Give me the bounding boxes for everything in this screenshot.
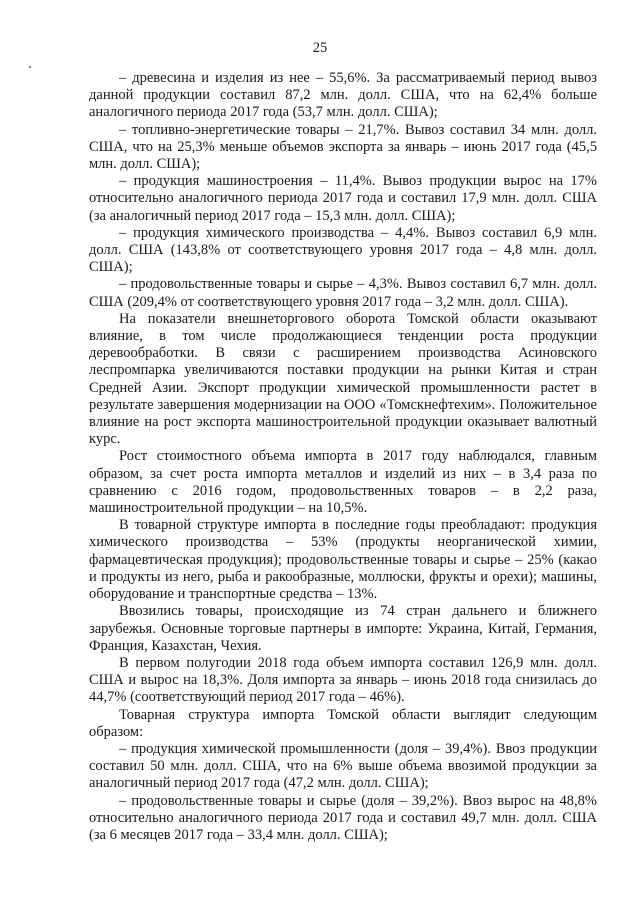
paragraph-import-h1-2018: В первом полугодии 2018 года объем импорта составил 126,9 млн. долл. США и вырос на 18,3%. Доля импорта за январь – июнь 2018 года снизилась до 44,7% (соответствующий период 2017 года – 46%). [89,654,597,706]
paragraph-fuel-export: – топливно-энергетические товары – 21,7%. Вывоз составил 34 млн. долл. США, что на 25,3% меньше объемов экспорта за январь – июнь 2017 года (45,5 млн. долл. США); [89,121,597,173]
paragraph-wood-export: – древесина и изделия из нее – 55,6%. За рассматриваемый период вывоз данной продукции составил 87,2 млн. долл. США, что на 62,4% больше аналогичного периода 2017 года (53,7 млн. долл. США); [89,70,597,121]
paragraph-import-structure: В товарной структуре импорта в последние годы преобладают: продукция химического производства – 53% (продукты неорганической химии, фармацевтическая продукция); продовольственные товары и сырье – 25% (какао и продукты из него, рыба и ракообразные, моллюски, фрукты и орехи); машины, оборудование и транспортные средства – 13%. [89,517,597,603]
paragraph-import-structure-intro: Товарная структура импорта Томской области выглядит следующим образом: [89,706,597,740]
paragraph-machinery-export: – продукция машиностроения – 11,4%. Вывоз продукции вырос на 17% относительно аналогичного периода 2017 года и составил 17,9 млн. долл. США (за аналогичный период 2017 года – 15,3 млн. долл. США); [89,173,597,224]
document-body [89,70,597,844]
scan-speck [29,66,31,68]
paragraph-chemical-import: – продукция химической промышленности (доля – 39,4%). Ввоз продукции составил 50 млн. долл. США, что на 6% выше объема ввозимой продукции за аналогичный период 2017 года (47,2 млн. долл. США); [89,740,597,792]
page-number: 25 [312,40,328,56]
paragraph-food-import: – продовольственные товары и сырье (доля – 39,2%). Ввоз вырос на 48,8% относительно аналогичного периода 2017 года и составил 49,7 млн. долл. США (за 6 месяцев 2017 года – 33,4 млн. долл. США); [89,792,597,843]
paragraph-food-export: – продовольственные товары и сырье – 4,3%. Вывоз составил 6,7 млн. долл. США (209,4% от соответствующего уровня 2017 года – 3,2 млн. долл. США). [89,276,597,310]
paragraph-trade-factors: На показатели внешнеторгового оборота Томской области оказывают влияние, в том числе продолжающиеся тенденции роста продукции деревообработки. В связи с расширением производства Асиновского леспромпарка увеличиваются поставки продукции на рынки Китая и стран Средней Азии. Экспорт продукции химической промышленности растет в результате завершения модернизации на ООО «Томскнефтехим». Положительное влияние на рост экспорта машиностроительной продукции оказывает валютный курс. [89,310,597,448]
paragraph-import-partners: Ввозились товары, происходящие из 74 стран дальнего и ближнего зарубежья. Основные торговые партнеры в импорте: Украина, Китай, Германия, Франция, Казахстан, Чехия. [89,603,597,654]
paragraph-chemical-export: – продукция химического производства – 4,4%. Вывоз составил 6,9 млн. долл. США (143,8% от соответствующего уровня 2017 года – 4,8 млн. долл. США); [89,224,597,276]
paragraph-import-growth-2017: Рост стоимостного объема импорта в 2017 году наблюдался, главным образом, за счет роста импорта металлов и изделий из них – в 3,4 раза по сравнению с 2016 годом, продовольственных товаров – в 2,2 раза, машиностроительной продукции – на 10,5%. [89,448,597,517]
